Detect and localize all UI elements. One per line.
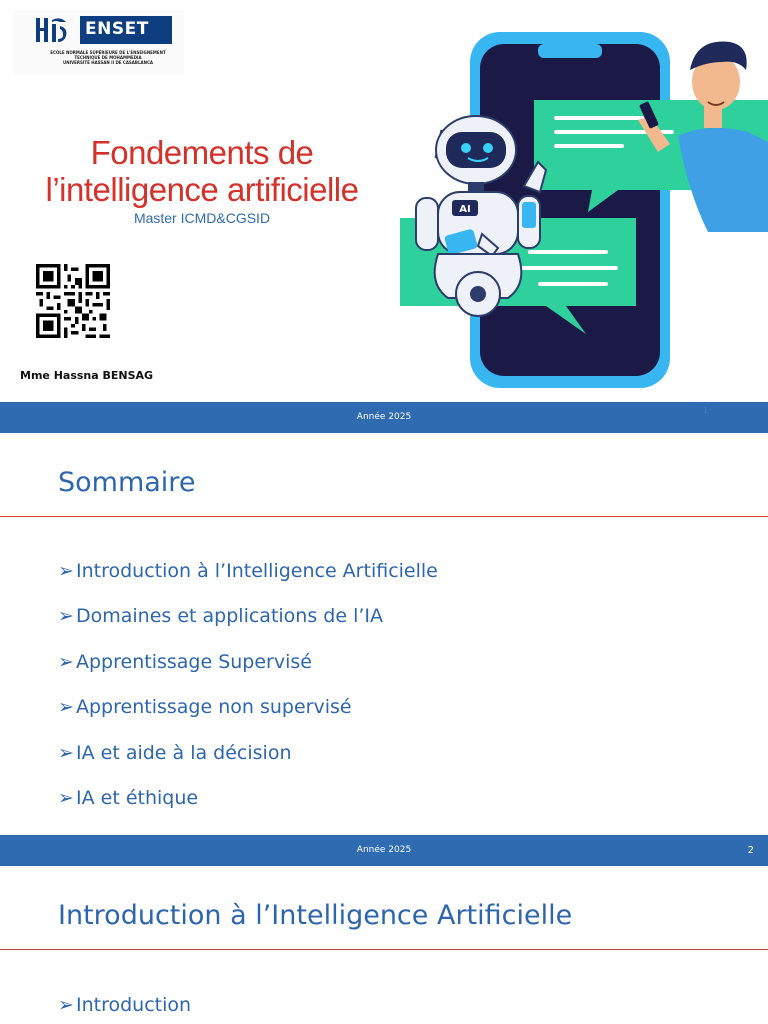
arrow-bullet-icon: ➢ — [58, 651, 74, 673]
footer-year: Année 2025 — [356, 845, 412, 855]
slide-title: Sommaire — [58, 467, 196, 498]
logo-line-2: TECHNIQUE DE MOHAMMEDIA — [74, 55, 142, 60]
author-name: Mme Hassna BENSAG — [20, 369, 154, 382]
arrow-bullet-icon: ➢ — [58, 696, 74, 718]
ai-chatbot-illustration — [398, 26, 768, 394]
list-item: ➢ Introduction à l’Intelligence Artificielle — [58, 560, 438, 582]
logo-line-1: ECOLE NORMALE SUPÉRIEURE DE L'ENSEIGNEMENT — [50, 50, 166, 55]
title-slide — [0, 0, 768, 402]
arrow-bullet-icon: ➢ — [58, 742, 74, 764]
title-line-2: l’intelligence artificielle — [45, 171, 359, 208]
robot-ai-badge: AI — [459, 204, 471, 215]
list-item: ➢ Apprentissage non supervisé — [58, 696, 352, 718]
footer-year: Année 2025 — [356, 412, 412, 422]
slide-number: 2 — [747, 845, 754, 856]
arrow-bullet-icon: ➢ — [58, 994, 74, 1016]
introduction-slide — [0, 866, 768, 1024]
list-item: ➢ IA et éthique — [58, 787, 199, 809]
qr-code-icon — [36, 264, 110, 338]
logo-line-3: UNIVERSITÉ HASSAN II DE CASABLANCA — [63, 60, 153, 65]
slide-title: Introduction à l’Intelligence Artificielle — [58, 900, 573, 931]
arrow-bullet-icon: ➢ — [58, 605, 74, 627]
university-emblem-icon — [34, 16, 74, 46]
list-item: ➢ Introduction — [58, 994, 192, 1016]
slide-footer — [0, 402, 768, 433]
slide-footer — [0, 835, 768, 866]
enset-brand: ENSET — [85, 19, 149, 39]
title-divider — [0, 949, 768, 950]
list-item: ➢ IA et aide à la décision — [58, 742, 292, 764]
slide-number: 1 — [702, 406, 708, 415]
title-line-1: Fondements de — [90, 134, 314, 171]
arrow-bullet-icon: ➢ — [58, 560, 74, 582]
title-divider — [0, 516, 768, 517]
presentation-subtitle: Master ICMD&CGSID — [133, 210, 271, 226]
enset-logo — [14, 10, 184, 74]
list-item: ➢ Domaines et applications de l’IA — [58, 605, 383, 627]
list-item: ➢ Apprentissage Supervisé — [58, 651, 312, 673]
arrow-bullet-icon: ➢ — [58, 787, 74, 809]
summary-slide — [0, 433, 768, 835]
presentation-title — [16, 134, 388, 208]
